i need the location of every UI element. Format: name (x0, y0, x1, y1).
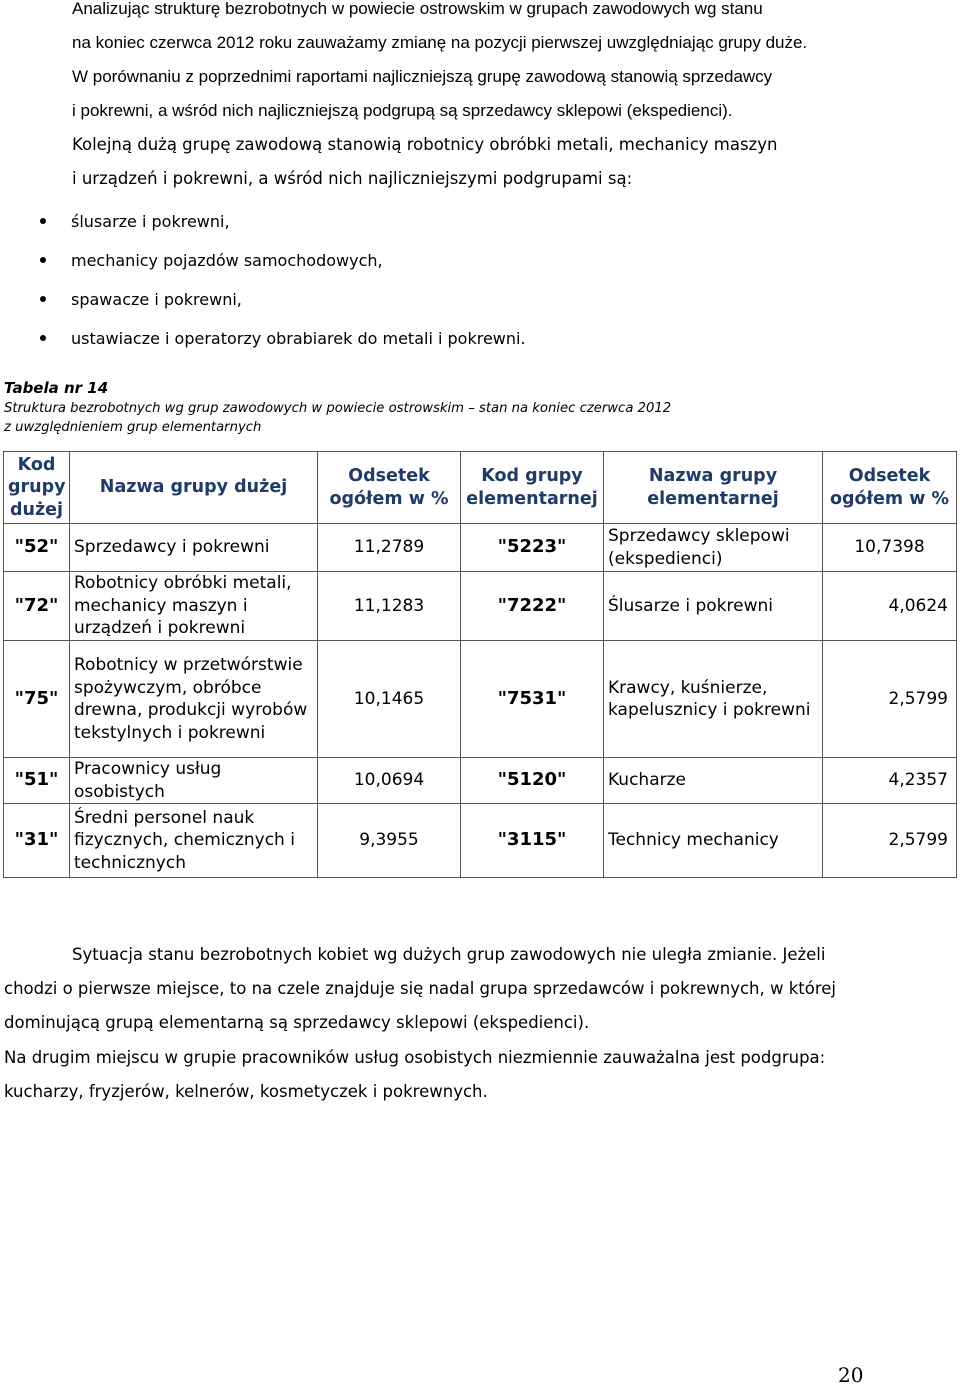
cell-kod-elem: "5223" (461, 524, 604, 572)
cell-kod-elem: "5120" (461, 758, 604, 804)
bullet-icon (40, 335, 46, 341)
cell-odsetek: 10,1465 (318, 641, 461, 758)
paragraph-line: chodzi o pierwsze miejsce, to na czele znajduje się nadal grupa sprzedawców i pokrewnych, w której (4, 979, 837, 998)
table-row (4, 804, 957, 878)
cell-nazwa-elem: Technicy mechanicy (604, 804, 823, 878)
cell-odsetek: 10,0694 (318, 758, 461, 804)
cell-kod: "51" (4, 758, 70, 804)
cell-kod-elem: "7222" (461, 572, 604, 641)
cell-odsetek: 11,2789 (318, 524, 461, 572)
paragraph-next-group (4, 128, 862, 196)
bullet-icon (40, 218, 46, 224)
bullet-icon (40, 296, 46, 302)
paragraph-second-place (4, 1041, 862, 1109)
list-item (0, 319, 860, 358)
list-item-text: mechanicy pojazdów samochodowych, (71, 251, 383, 270)
paragraph-line: Na drugim miejscu w grupie pracowników usług osobistych niezmiennie zauważalna jest podgrupa: (4, 1048, 826, 1067)
table-header-row (4, 452, 957, 524)
list-item (0, 202, 860, 241)
paragraph-comparison (4, 60, 862, 128)
cell-odsetek-elem: 2,5799 (823, 804, 957, 878)
header-nazwa-elem: Nazwa grupy elementarnej (604, 452, 823, 524)
cell-kod: "52" (4, 524, 70, 572)
bullet-icon (40, 257, 46, 263)
paragraph-line: i urządzeń i pokrewni, a wśród nich najliczniejszymi podgrupami są: (72, 169, 633, 188)
cell-kod: "72" (4, 572, 70, 641)
table-row (4, 641, 957, 758)
header-kod-duzej: Kod grupy dużej (4, 452, 70, 524)
table-title: Tabela nr 14 (4, 379, 109, 397)
table-row (4, 524, 957, 572)
table-subtitle-line: z uwzględnieniem grup elementarnych (4, 420, 262, 435)
paragraph-line: Sytuacja stanu bezrobotnych kobiet wg dużych grup zawodowych nie uległa zmianie. Jeżeli (72, 945, 826, 964)
list-item-text: spawacze i pokrewni, (71, 290, 242, 309)
cell-nazwa-elem: Kucharze (604, 758, 823, 804)
table-subtitle (4, 399, 724, 437)
subgroup-list (0, 202, 860, 358)
cell-odsetek-elem: 4,2357 (823, 758, 957, 804)
cell-kod-elem: "3115" (461, 804, 604, 878)
header-nazwa-duzej: Nazwa grupy dużej (70, 452, 318, 524)
paragraph-line: i pokrewni, a wśród nich najliczniejszą podgrupą są sprzedawcy sklepowi (ekspedienci). (72, 101, 733, 120)
paragraph-intro (4, 0, 862, 60)
list-item-text: ustawiacze i operatorzy obrabiarek do metali i pokrewni. (71, 329, 526, 348)
cell-nazwa: Średni personel nauk fizycznych, chemicznych i technicznych (70, 804, 318, 878)
table-row (4, 572, 957, 641)
list-item (0, 241, 860, 280)
cell-nazwa: Pracownicy usług osobistych (70, 758, 318, 804)
page-number: 20 (838, 1363, 864, 1387)
paragraph-line: dominującą grupą elementarną są sprzedawcy sklepowi (ekspedienci). (4, 1013, 590, 1032)
cell-nazwa-elem: Sprzedawcy sklepowi (ekspedienci) (604, 524, 823, 572)
cell-odsetek-elem: 2,5799 (823, 641, 957, 758)
paragraph-line: kucharzy, fryzjerów, kelnerów, kosmetyczek i pokrewnych. (4, 1082, 488, 1101)
cell-kod: "31" (4, 804, 70, 878)
cell-kod: "75" (4, 641, 70, 758)
cell-odsetek: 9,3955 (318, 804, 461, 878)
list-item-text: ślusarze i pokrewni, (71, 212, 230, 231)
list-item (0, 280, 860, 319)
occupation-structure-table (3, 451, 957, 878)
table-row (4, 758, 957, 804)
header-odsetek-elem: Odsetek ogółem w % (823, 452, 957, 524)
table-subtitle-line: Struktura bezrobotnych wg grup zawodowych w powiecie ostrowskim – stan na koniec czerwca 2012 (4, 401, 672, 416)
cell-odsetek: 11,1283 (318, 572, 461, 641)
cell-odsetek-elem: 10,7398 (823, 524, 957, 572)
paragraph-line: W porównaniu z poprzednimi raportami najliczniejszą grupę zawodową stanowią sprzedawcy (72, 67, 773, 86)
cell-kod-elem: "7531" (461, 641, 604, 758)
paragraph-line: Analizując strukturę bezrobotnych w powiecie ostrowskim w grupach zawodowych wg stanu (72, 0, 763, 18)
cell-nazwa: Sprzedawcy i pokrewni (70, 524, 318, 572)
cell-odsetek-elem: 4,0624 (823, 572, 957, 641)
header-kod-elem: Kod grupy elementarnej (461, 452, 604, 524)
paragraph-line: Kolejną dużą grupę zawodową stanowią robotnicy obróbki metali, mechanicy maszyn (72, 135, 778, 154)
header-odsetek-duzej: Odsetek ogółem w % (318, 452, 461, 524)
cell-nazwa-elem: Krawcy, kuśnierze, kapelusznicy i pokrewni (604, 641, 823, 758)
paragraph-women (4, 938, 862, 1040)
cell-nazwa: Robotnicy w przetwórstwie spożywczym, obróbce drewna, produkcji wyrobów tekstylnych i pokrewni (70, 641, 318, 758)
cell-nazwa-elem: Ślusarze i pokrewni (604, 572, 823, 641)
paragraph-line: na koniec czerwca 2012 roku zauważamy zmianę na pozycji pierwszej uwzględniając grupy duże. (72, 33, 808, 52)
cell-nazwa: Robotnicy obróbki metali, mechanicy maszyn i urządzeń i pokrewni (70, 572, 318, 641)
